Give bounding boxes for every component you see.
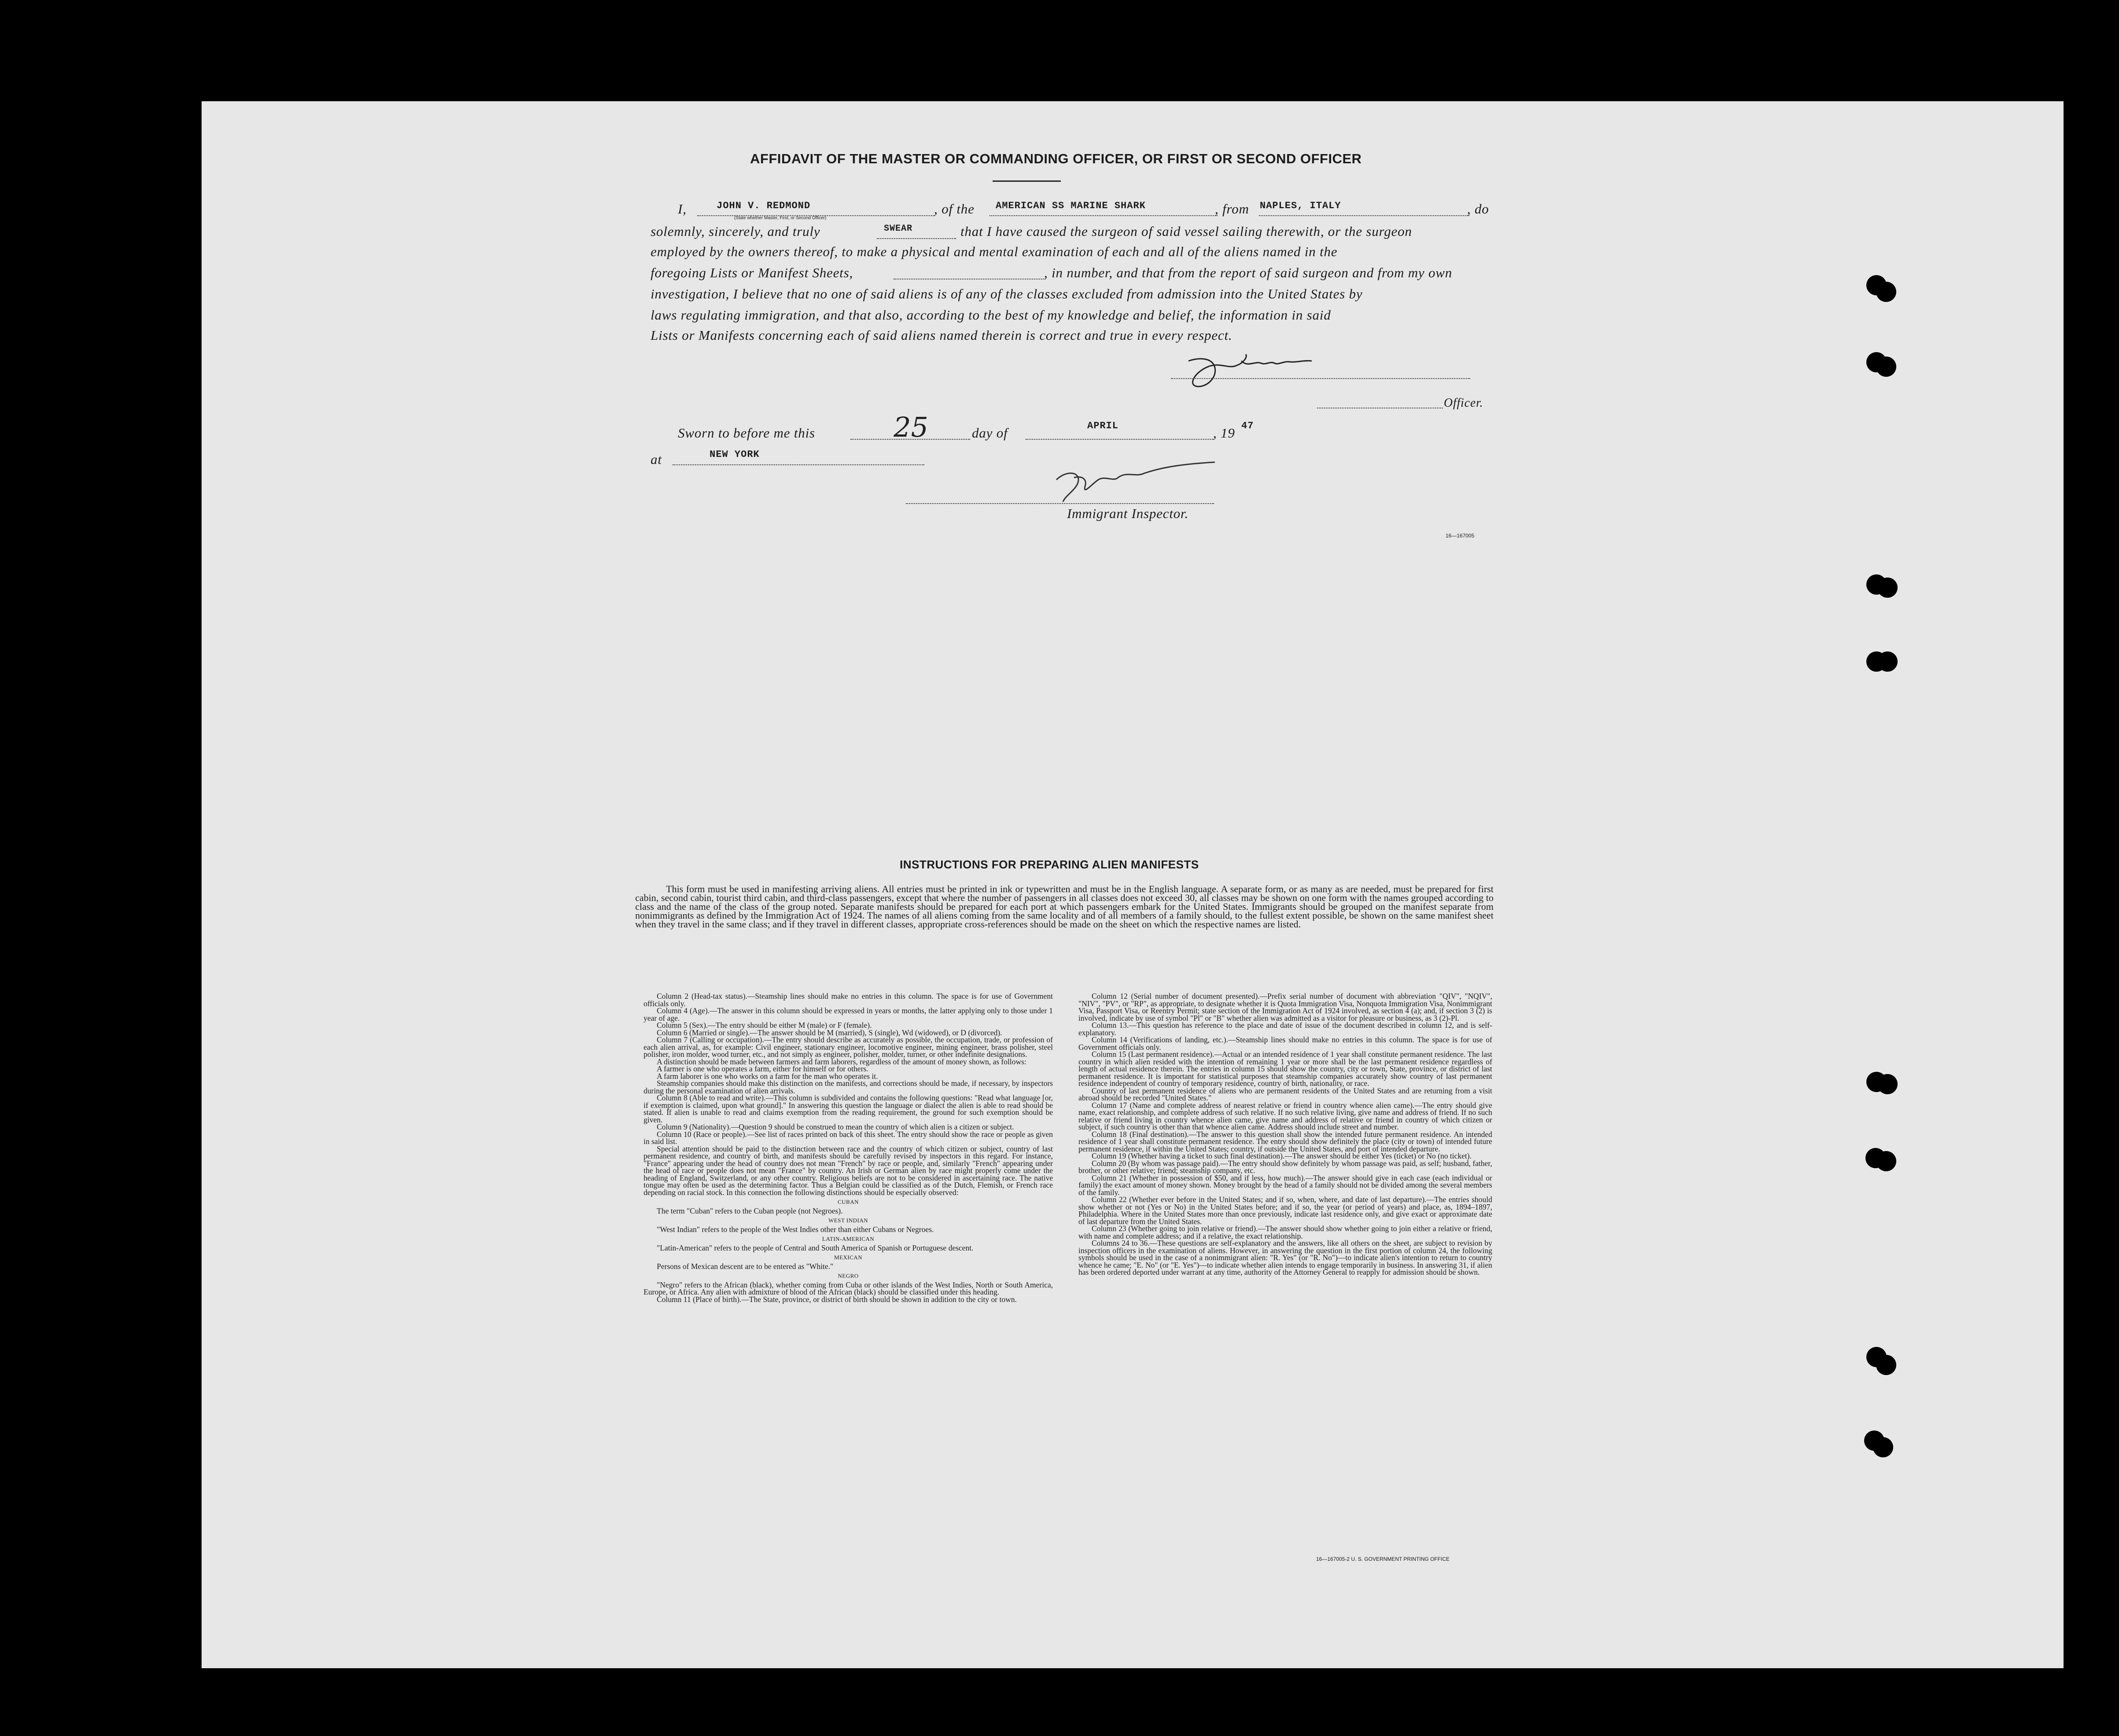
officer-name: JOHN V. REDMOND — [717, 200, 811, 211]
officer-line — [1317, 407, 1443, 408]
at-label: at — [651, 452, 662, 467]
year-suffix: 47 — [1241, 420, 1254, 431]
right-para: Column 15 (Last permanent residence).—Actual or an intended residence of 1 year shall constitute permanent residence. The last country in which alien resided with the intention of remaining 1 year or more shall be the last permanent residence regardless of length of actual residence therein. The entries in column 15 should show the country, city or town, State, province, or district of last permanent residence. It is important for statistical purposes that steamship companies accurately show country of last permanent residence independent of country of temporary residence, country of birth, nationality, or race. — [1078, 1050, 1492, 1088]
race-heading: NEGRO — [838, 1273, 859, 1279]
day-of-text: day of — [972, 425, 1008, 441]
vessel-line — [990, 215, 1218, 216]
punch-hole — [1877, 577, 1898, 598]
punch-hole — [1876, 1355, 1896, 1375]
left-para: Steamship companies should make this distinction on the manifests, and corrections should be made, if necessary, by inspectors during the personal examination of alien arrivals. — [644, 1079, 1053, 1095]
right-para: Country of last permanent residence of aliens who are permanent residents of the United States and are returning from a visit abroad should be recorded "United States." — [1078, 1086, 1492, 1102]
race-heading: CUBAN — [837, 1199, 859, 1205]
inspector-label: Immigrant Inspector. — [1067, 506, 1189, 521]
left-para: A farm laborer is one who works on a farm for the man who operates it. — [657, 1071, 878, 1081]
affidavit-line4-rest: , in number, and that from the report of said surgeon and from my own — [1044, 265, 1453, 280]
right-para: Column 18 (Final destination).—The answer to this question shall show the intended future permanent residence. An intended residence of 1 year shall constitute permanent residence. The entry should show definitely the place (city or town) of intended future permanent residence, if within the United States; country, if outside the United States, and port of intended departure. — [1078, 1129, 1492, 1153]
oath-line — [877, 238, 956, 239]
left-column — [644, 993, 1053, 1303]
instructions-title: INSTRUCTIONS FOR PREPARING ALIEN MANIFESTS — [900, 858, 1199, 871]
punch-hole — [1873, 1437, 1893, 1457]
from-text: , from — [1215, 201, 1249, 217]
port-line — [1259, 215, 1469, 216]
right-para: Column 19 (Whether having a ticket to such final destination).—The answer should be either Yes (ticket) or No (no ticket). — [1092, 1151, 1472, 1160]
right-para: Column 23 (Whether going to join relative or friend).—The answer should show whether going to join either a relative or friend, with name and complete address; and if a relative, the exact relationship. — [1078, 1224, 1492, 1240]
left-para: A farmer is one who operates a farm, either for himself or for others. — [657, 1064, 868, 1073]
port-name: NAPLES, ITALY — [1260, 200, 1341, 211]
svg-text:25: 25 — [894, 411, 928, 443]
punch-hole — [1876, 357, 1896, 377]
affidavit-line3: employed by the owners thereof, to make a physical and mental examination of each and all of the aliens named in the — [651, 244, 1338, 259]
race-text: The term "Cuban" refers to the Cuban people (not Negroes). — [657, 1206, 843, 1215]
left-para: Column 6 (Married or single).—The answer should be M (married), S (single), Wd (widowed), or D (divorced). — [657, 1028, 1002, 1037]
left-para: Column 11 (Place of birth).—The State, province, or district of birth should be shown in addition to the city or town. — [657, 1295, 1017, 1304]
right-para: Column 17 (Name and complete address of nearest relative or friend in country whence alien came).—The entry should give name, exact relationship, and complete address of such relative. If no such relative living, give name and address of friend. If no such relative or friend living in country whence alien came, give name and address of relative or friend in country of which citizen or subject, if such country is other than that whence alien came. Address should include street and number. — [1078, 1100, 1492, 1131]
race-text: "Latin-American" refers to the people of Central and South America of Spanish or Portuguese descent. — [657, 1243, 974, 1252]
right-para: Column 20 (By whom was passage paid).—The entry should show definitely by whom passage was paid, as self; husband, father, brother, or other relative; friend; steamship company, etc. — [1078, 1159, 1492, 1175]
punch-hole — [1876, 282, 1896, 302]
signature-line-1 — [1171, 378, 1470, 379]
of-the-text: , of the — [934, 201, 975, 217]
right-para: Column 22 (Whether ever before in the United States; and if so, when, where, and date of last departure).—The entries should show whether or not (Yes or No) in the United States before; and if so, the year (or period of years) and place, as, 1894–1897, Philadelphia. Where in the United States more than once previously, indicate last residence only, and give exact or approximate date of last departure from the United States. — [1078, 1195, 1492, 1226]
race-text: "West Indian" refers to the people of the West Indies other than either Cubans or Negroes. — [657, 1225, 934, 1234]
left-para: Column 2 (Head-tax status).—Steamship lines should make no entries in this column. The space is for use of Government officials only. — [644, 992, 1053, 1008]
count-line — [894, 278, 1045, 280]
affidavit-title: AFFIDAVIT OF THE MASTER OR COMMANDING OFFICER, OR FIRST OR SECOND OFFICER — [750, 151, 1362, 166]
right-para: Column 14 (Verifications of landing, etc.).—Steamship lines should make no entries in this column. The space is for use of Government officials only. — [1078, 1035, 1492, 1052]
oath-word: SWEAR — [884, 224, 913, 234]
race-heading: LATIN-AMERICAN — [822, 1236, 875, 1242]
left-para: Column 8 (Able to read and write).—This column is subdivided and contains the following questions: "Read what language [or, if exemption is claimed, upon what ground]." In answering this question the language or dialect the alien is able to read should be stated. If alien is unable to read and claims exemption from the reading requirement, the ground for such exemption should be given. — [644, 1093, 1053, 1124]
punch-hole — [1876, 1151, 1896, 1171]
affidavit-line5: investigation, I believe that no one of said aliens is of any of the classes excluded from admission into the United States by — [651, 286, 1363, 302]
sworn-month: APRIL — [1087, 420, 1119, 431]
left-para: Special attention should be paid to the distinction between race and the country of which citizen or subject, country of last permanent residence, and country of birth, and manifests should be carefully revised by inspectors in this regard. For instance, "France" appearing under the head of country does not mean "French" by race or people, and, similarly "French" appearing under the head of race or people does not mean "France" by country. An Irish or German alien by race might properly come under the heading of England, Switzerland, or any other country. Religious beliefs are not to be considered in ascertaining race. The native tongue may often be used as the determining factor. Thus a Belgian could be classified as of the Dutch, Flemish, or French race depending on racial stock. In this connection the following distinctions should be especially observed: — [644, 1144, 1053, 1197]
punch-hole — [1877, 1074, 1898, 1094]
affidavit-line6: laws regulating immigration, and that also, according to the best of my knowledge and belief, the information in said — [651, 307, 1331, 323]
sworn-text: Sworn to before me this — [678, 425, 815, 441]
affidavit-line7: Lists or Manifests concerning each of said aliens named therein is correct and true in every respect. — [651, 327, 1232, 343]
form-code: 16—167005 — [1446, 533, 1475, 539]
right-para: Column 13.—This question has reference to the place and date of issue of the document described in column 12, and is self-explanatory. — [1078, 1021, 1492, 1037]
officer-signature — [1171, 343, 1391, 392]
right-para: Column 12 (Serial number of document presented).—Prefix serial number of document with abbreviation "QIV", "NQIV", "NIV", "PV", or "RP", as appropriate, to designate whether it is Quota Immigration Visa, Nonquota Immigration Visa, Nonimmigrant Visa, Passport Visa, or Reentry Permit; state section of the Immigration Act of 1924 involved, as section 4 (a); and, if section 3 (2) is involved, indicate by use of symbol "Pl" or "B" whether alien was admitted as a visitor for pleasure or business, as 3 (2)-Pl. — [1078, 992, 1492, 1022]
race-heading: MEXICAN — [834, 1254, 863, 1261]
officer-label: Officer. — [1444, 396, 1483, 410]
race-heading: WEST INDIAN — [828, 1217, 868, 1224]
race-text: Persons of Mexican descent are to be entered as "White." — [657, 1262, 834, 1271]
year-prefix: , 19 — [1213, 425, 1235, 441]
instructions-intro: This form must be used in manifesting arriving aliens. All entries must be printed in ink or typewritten and must be in the English language. A separate form, or as many as are needed, must be prepared for first cabin, second cabin, tourist third cabin, and third-class passengers, except that where the number of passengers in all classes does not exceed 30, all classes may be shown on one form with the names grouped according to class and the name of the class of the group noted. Separate manifests should be prepared for each port at which passengers embark for the United States. Immigrants should be grouped on the manifest separate from nonimmigrants as defined by the Immigration Act of 1924. The names of all aliens coming from the same locality and of all members of a family should, to the fullest extent possible, be shown on the same manifest sheet when they travel in the same class; and if they travel in different classes, appropriate cross-references should be made on the sheet on which the respective names are listed. — [635, 883, 1494, 930]
do-text: , do — [1467, 201, 1489, 217]
vessel-name: AMERICAN SS MARINE SHARK — [996, 200, 1146, 211]
title-rule — [993, 180, 1061, 182]
punch-hole — [1877, 651, 1898, 672]
left-para: Column 9 (Nationality).—Question 9 should be construed to mean the country of which alien is a citizen or subject. — [657, 1122, 1014, 1131]
solemnly-text: solemnly, sincerely, and truly — [651, 224, 820, 239]
race-text: "Negro" refers to the African (black), whether coming from Cuba or other islands of the West Indies, North or South America, Europe, or Africa. Any alien with admixture of blood of the African (black) should be classified under this heading. — [644, 1280, 1053, 1296]
right-para: Columns 24 to 36.—These questions are self-explanatory and the answers, like all others on the sheet, are subject to revision by inspection officers in the examination of aliens. However, in answering the question in the first portion of column 24, the following symbols should be used in the case of a nonimmigrant alien: "R. Yes" (or "R. No")—to indicate alien's intention to return to country whence he came; "E. No" (or "E. Yes")—to indicate whether alien intends to engage temporarily in business. In answering 31, if alien has been ordered deported under warrant at any time, authority of the Attorney General to reapply for admission should be shown. — [1078, 1239, 1492, 1276]
sworn-day-handwritten — [889, 409, 986, 445]
left-para: Column 4 (Age).—The answer in this column should be expressed in years or months, the latter applying only to those under 1 year of age. — [644, 1006, 1053, 1022]
rank-note: (State whether Master, First, or Second Officer) — [734, 216, 827, 221]
left-para: A distinction should be made between farmers and farm laborers, regardless of the amount of money shown, as follows: — [657, 1057, 1026, 1066]
affidavit-line4-start: foregoing Lists or Manifest Sheets, — [651, 265, 853, 280]
affidavit-line2: that I have caused the surgeon of said vessel sailing therewith, or the surgeon — [960, 224, 1412, 239]
left-para: Column 5 (Sex).—The entry should be either M (male) or F (female). — [657, 1021, 872, 1030]
location: NEW YORK — [710, 449, 760, 460]
left-para: Column 10 (Race or people).—See list of races printed on back of this sheet. The entry should show the race or people as given in said list. — [644, 1129, 1053, 1146]
location-line — [673, 464, 924, 465]
right-column — [1078, 993, 1492, 1276]
printing-office-footer: 16—167005-2 U. S. GOVERNMENT PRINTING OFFICE — [1316, 1556, 1450, 1562]
right-para: Column 21 (Whether in possession of $50, and if less, how much).—The answer should give in each case (each individual or family) the exact amount of money shown. Money brought by the head of a family should not be divided among the several members of the family. — [1078, 1173, 1492, 1197]
left-para: Column 7 (Calling or occupation).—The entry should describe as accurately as possible, the occupation, trade, or profession of each alien arrival, as, for example: Civil engineer, stationary engineer, locomotive engineer, mining engineer, brass polisher, steel polisher, iron molder, wood turner, etc., and not simply as engineer, polisher, molder, turner, or other indefinite designations. — [644, 1035, 1053, 1059]
month-line — [1026, 438, 1214, 440]
affidavit-i: I, — [678, 201, 687, 217]
